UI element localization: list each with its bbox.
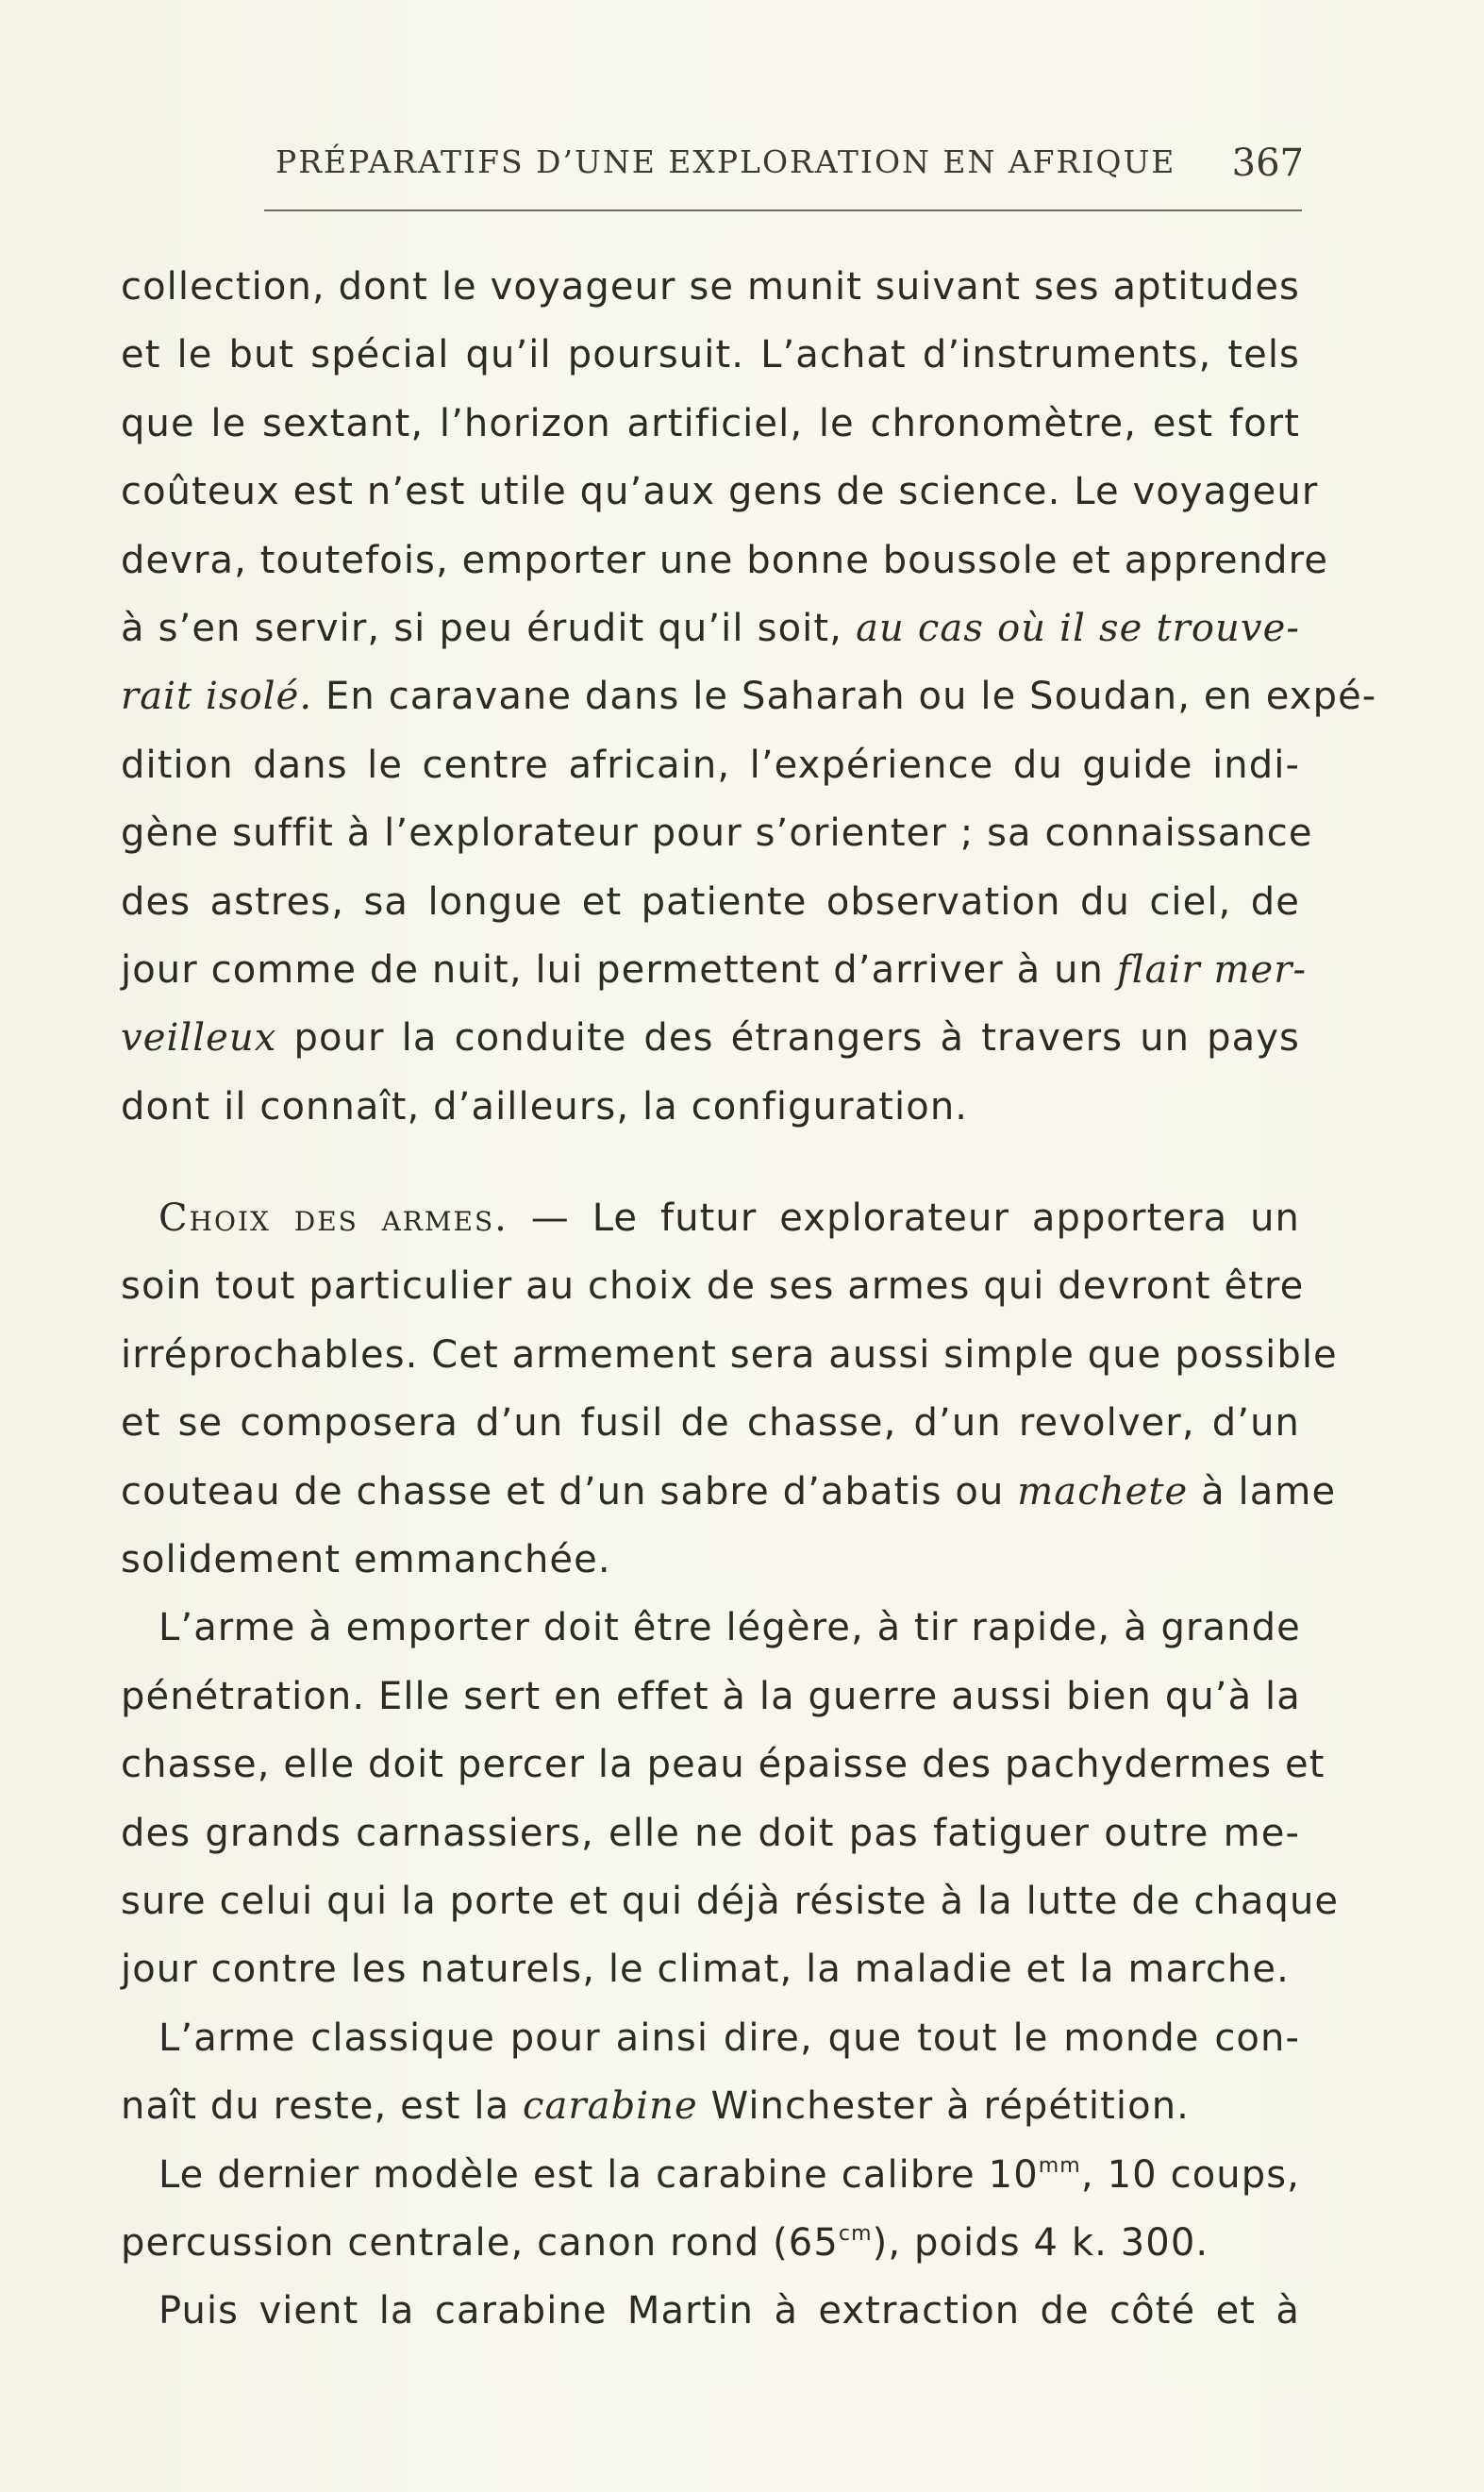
section-heading: Choix des armes.: [158, 1196, 509, 1241]
italic-text: machete: [1017, 1469, 1189, 1514]
italic-text: carabine: [522, 2084, 698, 2129]
text-line: devra, toutefois, emporter une bonne boussole et apprendre: [121, 538, 1329, 582]
text-line: gène suffit à l’explorateur pour s’orienter ; sa connaissance: [121, 811, 1313, 856]
italic-text: au cas où il se trouve-: [856, 606, 1301, 650]
text-line: Le dernier modèle est la carabine calibre $10^{mm}$, 10 coups,: [158, 2152, 1300, 2197]
text-line: dition dans le centre africain, l’expérience du guide indi-: [121, 743, 1300, 787]
page-number: 367: [1231, 142, 1304, 185]
text-line: des astres, sa longue et patiente observation du ciel, de: [121, 879, 1300, 924]
unit-superscript: mm: [1038, 2153, 1081, 2178]
unit-superscript: cm: [838, 2221, 873, 2246]
text-line: et se composera d’un fusil de chasse, d’un revolver, d’un: [121, 1401, 1300, 1446]
text-line: jour comme de nuit, lui permettent d’arriver à un flair mer-: [121, 947, 1308, 992]
text-line: pénétration. Elle sert en effet à la guerre aussi bien qu’à la: [121, 1674, 1301, 1718]
text-line: jour contre les naturels, le climat, la maladie et la marche.: [121, 1948, 1290, 1992]
text-line: veilleux pour la conduite des étrangers à travers un pays: [121, 1016, 1300, 1061]
header-rule: [264, 209, 1302, 211]
text-line: rait isolé. En caravane dans le Saharah ou le Soudan, en expé-: [121, 675, 1377, 719]
text-line: et le but spécial qu’il poursuit. L’achat d’instruments, tels: [121, 333, 1300, 377]
text-line: Puis vient la carabine Martin à extraction de côté et à: [158, 2289, 1300, 2333]
text-line: L’arme classique pour ainsi dire, que tout le monde con-: [158, 2015, 1300, 2060]
text-line: chasse, elle doit percer la peau épaisse des pachydermes et: [121, 1743, 1326, 1787]
body-text: [121, 253, 1377, 2346]
text-line: des grands carnassiers, elle ne doit pas fatiguer outre me-: [121, 1811, 1300, 1855]
section-heading-line: Choix des armes. — Le futur explorateur apportera un: [158, 1196, 1301, 1241]
italic-text: veilleux: [121, 1016, 277, 1061]
text-line: L’arme à emporter doit être légère, à tir rapide, à grande: [158, 1606, 1301, 1650]
text-line: solidement emmanchée.: [121, 1538, 611, 1582]
text-line: collection, dont le voyageur se munit suivant ses aptitudes: [121, 265, 1300, 309]
text-line: dont il connaît, d’ailleurs, la configuration.: [121, 1084, 969, 1129]
italic-text: flair mer-: [1116, 947, 1308, 992]
running-head: [275, 143, 1304, 200]
text-line: irréprochables. Cet armement sera aussi simple que possible: [121, 1332, 1338, 1377]
text-line: percussion centrale, canon rond $(65^{cm})$, poids 4 k. 300.: [121, 2220, 1209, 2265]
text-line: soin tout particulier au choix de ses armes qui devront être: [121, 1264, 1305, 1309]
text-line: couteau de chasse et d’un sabre d’abatis ou machete à lame: [121, 1469, 1337, 1514]
text-line: que le sextant, l’horizon artificiel, le chronomètre, est fort: [121, 401, 1300, 445]
running-title: PRÉPARATIFS D’UNE EXPLORATION EN AFRIQUE: [275, 143, 1176, 180]
text-line: sure celui qui la porte et qui déjà résiste à la lutte de chaque: [121, 1879, 1340, 1923]
text-line: coûteux est n’est utile qu’aux gens de science. Le voyageur: [121, 470, 1319, 514]
italic-text: rait isolé.: [121, 675, 313, 719]
text-line: naît du reste, est la carabine Winchester à répétition.: [121, 2084, 1190, 2129]
text-line: à s’en servir, si peu érudit qu’il soit, au cas où il se trouve-: [121, 606, 1301, 650]
